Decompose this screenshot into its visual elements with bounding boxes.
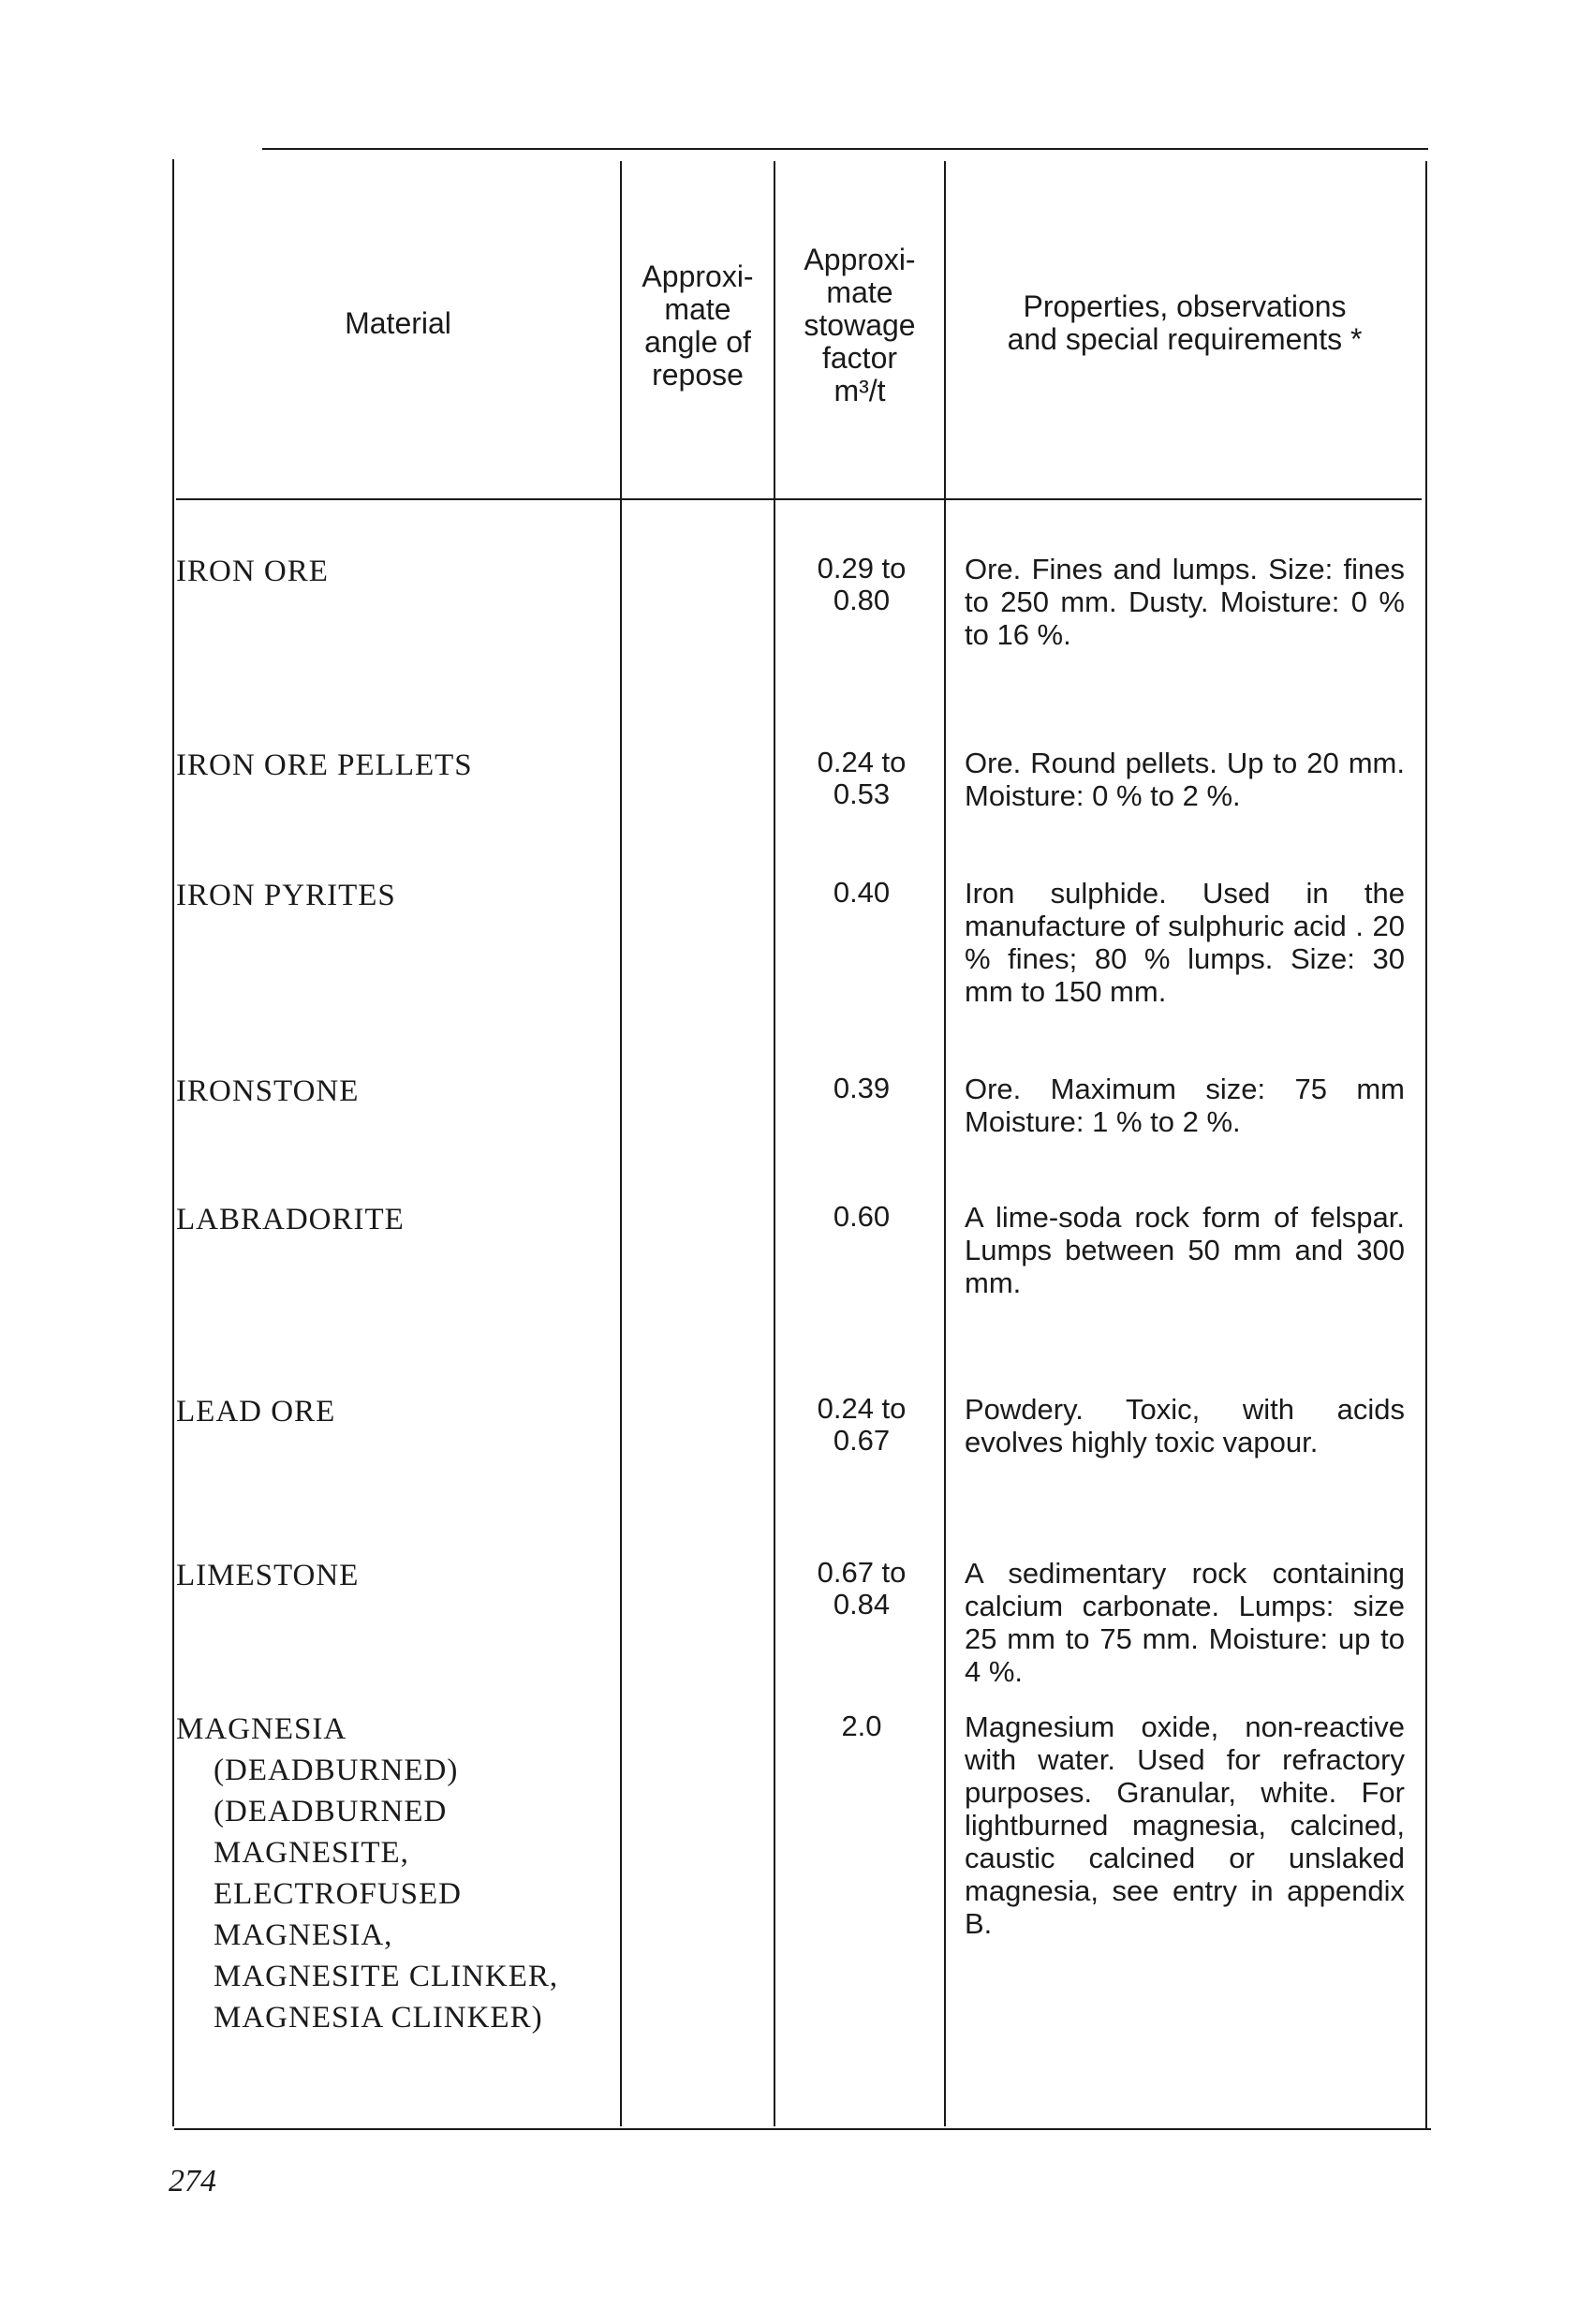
- factor-line: 0.67 to: [817, 1556, 907, 1589]
- properties-text: Ore. Maximum size: 75 mm Moisture: 1 % to 2 %.: [965, 1073, 1405, 1138]
- stowage-factor: [787, 1073, 937, 1104]
- factor-line: 0.24 to: [817, 746, 907, 778]
- column-divider-3: [944, 161, 946, 2126]
- material-name-continued: MAGNESIA CLINKER): [214, 2001, 543, 2035]
- factor-line: 0.84: [833, 1588, 891, 1621]
- left-border: [172, 159, 174, 2126]
- factor-line: 0.67: [833, 1424, 891, 1457]
- factor-line: 0.80: [833, 584, 891, 616]
- right-border: [1425, 161, 1427, 2128]
- factor-line: 0.60: [833, 1200, 891, 1233]
- stowage-factor: [787, 747, 937, 810]
- header-line: Approxi-: [804, 243, 916, 276]
- header-line: repose: [652, 358, 744, 392]
- header-line: Approxi-: [642, 259, 754, 293]
- stowage-factor: [787, 1201, 937, 1233]
- table-top-rule: [262, 148, 1428, 150]
- stowage-factor: [787, 1393, 937, 1457]
- stowage-factor: [787, 1557, 937, 1621]
- stowage-factor: [787, 877, 937, 909]
- header-properties: [946, 290, 1423, 356]
- column-divider-1: [620, 161, 622, 2126]
- material-name-continued: (DEADBURNED: [214, 1795, 448, 1828]
- material-name-continued: MAGNESITE CLINKER,: [214, 1960, 559, 1993]
- material-name: IRON ORE: [176, 555, 329, 588]
- material-name: LABRADORITE: [176, 1203, 405, 1236]
- factor-line: 0.39: [833, 1072, 891, 1104]
- material-name: IRONSTONE: [176, 1074, 360, 1108]
- properties-text: Ore. Round pellets. Up to 20 mm. Moisture: 0 % to 2 %.: [965, 747, 1405, 812]
- factor-line: 2.0: [841, 1710, 882, 1742]
- header-line: angle of: [644, 325, 751, 359]
- header-bottom-rule: [176, 498, 1422, 500]
- material-name-continued: (DEADBURNED): [214, 1754, 459, 1787]
- stowage-factor: [787, 553, 937, 616]
- material-name: LIMESTONE: [176, 1559, 360, 1592]
- header-line: m³/t: [833, 374, 886, 407]
- table-bottom-rule: [174, 2128, 1431, 2130]
- properties-text: Iron sulphide. Used in the manufacture of sulphuric acid . 20 % fines; 80 % lumps. Size: 30 mm to 150 mm.: [965, 877, 1405, 1008]
- page-number: 274: [169, 2164, 216, 2198]
- material-name: LEAD ORE: [176, 1395, 336, 1428]
- material-name-continued: MAGNESIA,: [214, 1918, 393, 1952]
- properties-text: Ore. Fines and lumps. Size: fines to 250 mm. Dusty. Moisture: 0 % to 16 %.: [965, 553, 1405, 651]
- material-name: IRON PYRITES: [176, 879, 396, 912]
- factor-line: 0.29 to: [817, 552, 907, 585]
- properties-text: Magnesium oxide, non-reactive with water. Used for refractory purposes. Granular, white. For lightburned magnesia, calcined, caustic calcined or unslaked magnesia, see entry in appendix B.: [965, 1710, 1405, 1940]
- header-material: Material: [345, 306, 451, 340]
- material-name: IRON ORE PELLETS: [176, 748, 473, 782]
- header-line: stowage: [804, 308, 916, 342]
- material-name-continued: ELECTROFUSED: [214, 1877, 463, 1911]
- header-line: and special requirements *: [1007, 322, 1363, 356]
- properties-text: A sedimentary rock containing calcium carbonate. Lumps: size 25 mm to 75 mm. Moisture: up to 4 %.: [965, 1557, 1405, 1688]
- header-line: factor: [821, 341, 898, 375]
- header-line: mate: [826, 275, 893, 309]
- stowage-factor: [787, 1710, 937, 1742]
- column-divider-2: [774, 161, 775, 2126]
- factor-line: 0.40: [833, 876, 891, 909]
- properties-text: Powdery. Toxic, with acids evolves highly toxic vapour.: [965, 1393, 1405, 1458]
- material-name-continued: MAGNESITE,: [214, 1836, 409, 1870]
- header-angle-of-repose: [622, 260, 774, 392]
- header-line: mate: [664, 292, 731, 326]
- factor-line: 0.53: [833, 777, 891, 810]
- material-name: MAGNESIA: [176, 1712, 347, 1746]
- header-line: Properties, observations: [1023, 289, 1347, 323]
- properties-text: A lime-soda rock form of felspar. Lumps between 50 mm and 300 mm.: [965, 1201, 1405, 1299]
- header-stowage-factor: [775, 244, 944, 407]
- factor-line: 0.24 to: [817, 1392, 907, 1425]
